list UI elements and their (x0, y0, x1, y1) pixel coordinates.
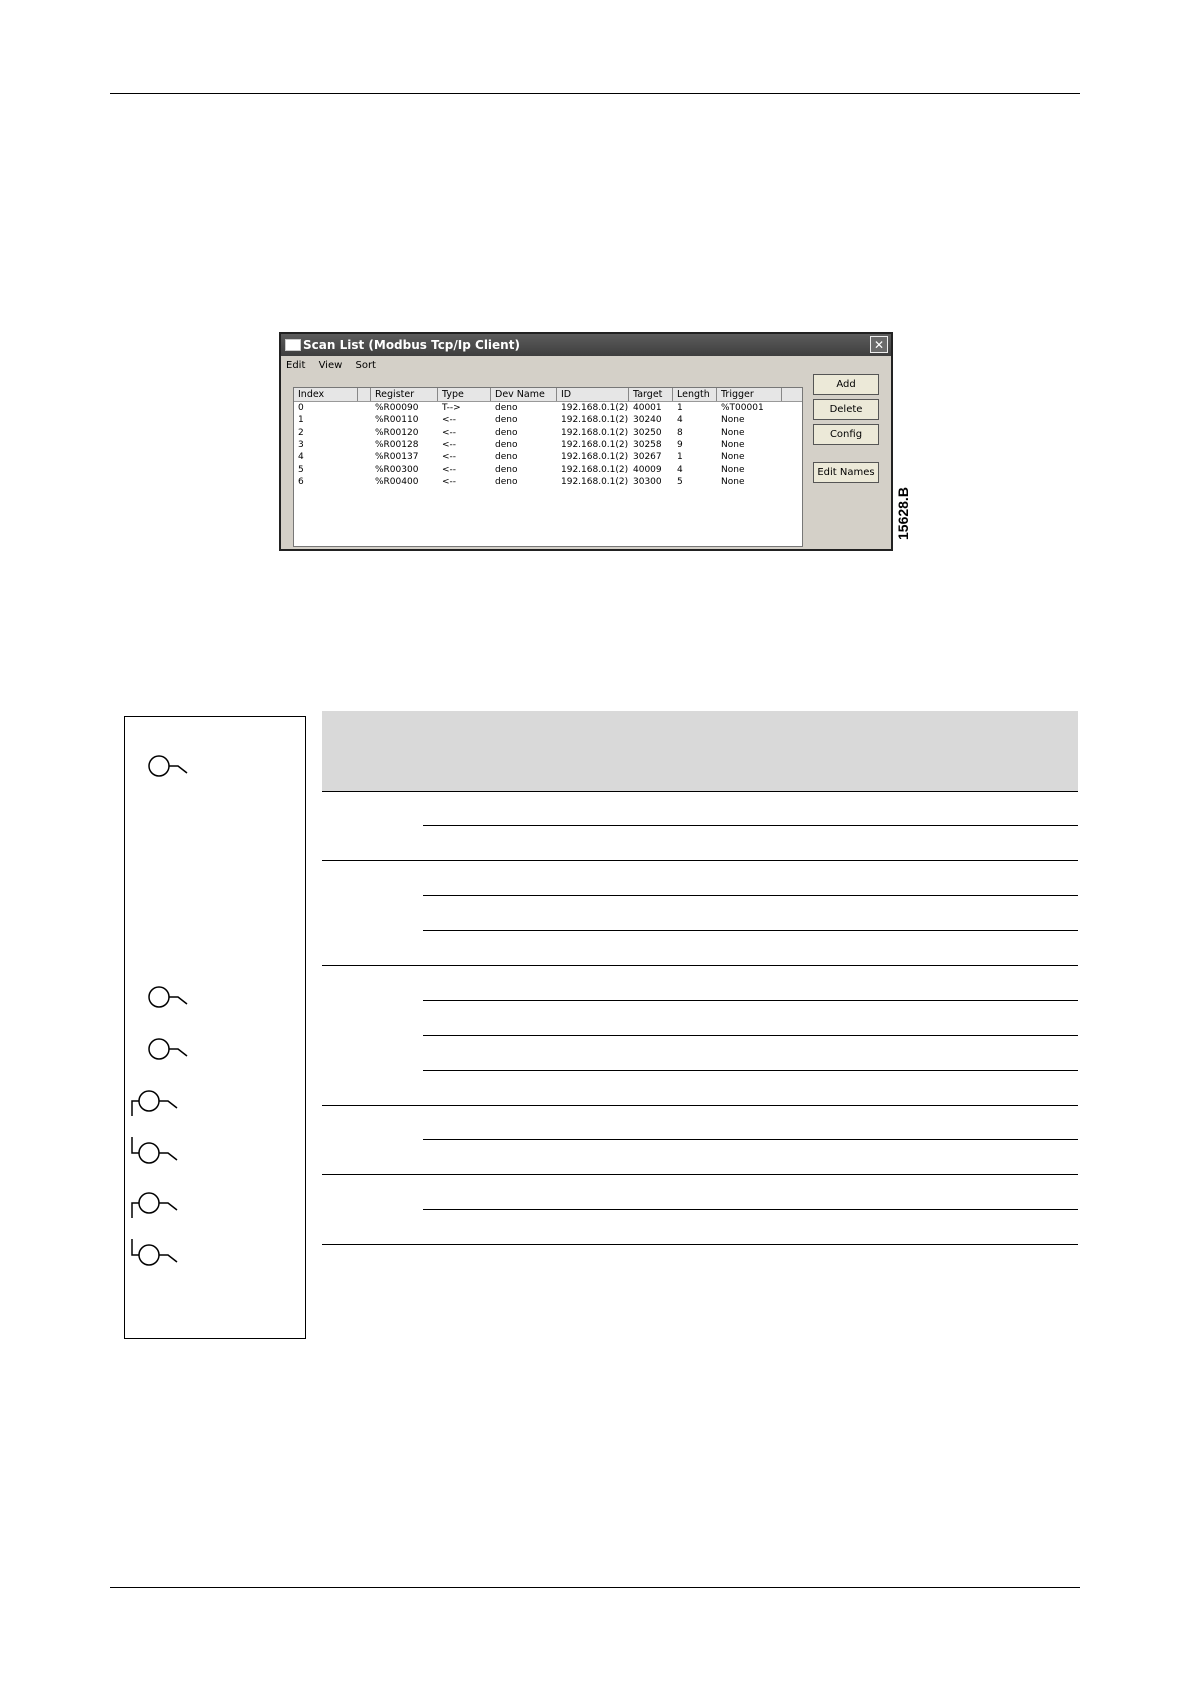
cell-register: %R00120 (375, 427, 419, 438)
config-button[interactable]: Config (813, 424, 879, 445)
cell-dev-name: deno (495, 452, 518, 463)
cell-type: <-- (442, 415, 457, 426)
table-header (294, 388, 802, 402)
table-rule (322, 791, 1078, 792)
column-index[interactable]: Index (294, 388, 358, 401)
cell-type: <-- (442, 439, 457, 450)
window-title: Scan List (Modbus Tcp/Ip Client) (303, 338, 520, 352)
table-rule (322, 1174, 1078, 1175)
falling-edge-contact-icon (129, 1134, 189, 1168)
cell-id: 192.168.0.1(2) (561, 439, 629, 450)
close-button[interactable]: ✕ (870, 336, 888, 353)
table-rule (423, 930, 1078, 931)
cell-trigger: None (721, 415, 745, 426)
cell-dev-name: deno (495, 415, 518, 426)
table-rule (423, 1000, 1078, 1001)
cell-type: <-- (442, 427, 457, 438)
column-id[interactable]: ID (557, 388, 629, 401)
cell-register: %R00110 (375, 415, 419, 426)
column-register[interactable]: Register (371, 388, 438, 401)
table-row[interactable] (294, 451, 802, 463)
top-rule (110, 93, 1080, 94)
cell-trigger: %T00001 (721, 403, 764, 413)
cell-dev-name: deno (495, 403, 518, 413)
table-rule (423, 1139, 1078, 1140)
table-row[interactable] (294, 476, 802, 488)
rising-edge-contact-icon (129, 1086, 189, 1120)
cell-id: 192.168.0.1(2) (561, 415, 629, 426)
cell-index: 2 (298, 427, 304, 438)
menu-bar (286, 360, 386, 371)
cell-length: 4 (677, 415, 683, 426)
cell-register: %R00090 (375, 403, 419, 413)
column-trigger[interactable]: Trigger (717, 388, 782, 401)
table-row[interactable] (294, 439, 802, 451)
table-rule (423, 1035, 1078, 1036)
cell-index: 1 (298, 415, 304, 426)
cell-type: <-- (442, 476, 457, 487)
scan-list-window (279, 332, 893, 551)
cell-target: 40001 (633, 403, 662, 413)
column-type[interactable]: Type (438, 388, 491, 401)
cell-dev-name: deno (495, 476, 518, 487)
table-rule (423, 1070, 1078, 1071)
menu-edit[interactable]: Edit (286, 360, 306, 371)
cell-target: 30250 (633, 427, 662, 438)
cell-id: 192.168.0.1(2) (561, 476, 629, 487)
table-row[interactable] (294, 427, 802, 439)
table-row[interactable] (294, 464, 802, 476)
delete-button[interactable]: Delete (813, 399, 879, 420)
menu-view[interactable]: View (318, 360, 343, 371)
cell-dev-name: deno (495, 464, 518, 475)
table-rule (322, 1244, 1078, 1245)
cell-id: 192.168.0.1(2) (561, 403, 629, 413)
cell-index: 3 (298, 439, 304, 450)
cell-id: 192.168.0.1(2) (561, 464, 629, 475)
cell-trigger: None (721, 427, 745, 438)
cell-trigger: None (721, 476, 745, 487)
cell-dev-name: deno (495, 439, 518, 450)
column-target[interactable]: Target (629, 388, 673, 401)
add-button[interactable]: Add (813, 374, 879, 395)
table-rule (423, 825, 1078, 826)
cell-type: <-- (442, 452, 457, 463)
table-rule (423, 1209, 1078, 1210)
window-icon (285, 339, 301, 351)
column-length[interactable]: Length (673, 388, 717, 401)
table-row[interactable] (294, 402, 802, 414)
cell-register: %R00400 (375, 476, 419, 487)
cell-trigger: None (721, 452, 745, 463)
table-rule (322, 965, 1078, 966)
column-dev-name[interactable]: Dev Name (491, 388, 557, 401)
no-contact-icon (137, 751, 197, 785)
cell-target: 30240 (633, 415, 662, 426)
cell-register: %R00300 (375, 464, 419, 475)
no-contact-icon (137, 1034, 197, 1068)
cell-length: 4 (677, 464, 683, 475)
menu-sort[interactable]: Sort (355, 360, 376, 371)
cell-register: %R00128 (375, 439, 419, 450)
cell-target: 30258 (633, 439, 662, 450)
table-row[interactable] (294, 414, 802, 426)
cell-length: 9 (677, 439, 683, 450)
cell-register: %R00137 (375, 452, 419, 463)
cell-dev-name: deno (495, 427, 518, 438)
cell-length: 8 (677, 427, 683, 438)
cell-index: 4 (298, 452, 304, 463)
table-rule (322, 1105, 1078, 1106)
column-spacer (358, 388, 371, 401)
rising-edge-contact-icon (129, 1188, 189, 1222)
no-contact-icon (137, 982, 197, 1016)
table-rule (322, 860, 1078, 861)
cell-index: 5 (298, 464, 304, 475)
cell-length: 1 (677, 452, 683, 463)
cell-index: 6 (298, 476, 304, 487)
cell-trigger: None (721, 439, 745, 450)
window-titlebar (281, 334, 891, 356)
cell-type: T--> (442, 403, 461, 413)
cell-target: 30300 (633, 476, 662, 487)
cell-length: 5 (677, 476, 683, 487)
table-rule (423, 895, 1078, 896)
cell-trigger: None (721, 464, 745, 475)
falling-edge-contact-icon (129, 1236, 189, 1270)
cell-index: 0 (298, 403, 304, 413)
cell-target: 30267 (633, 452, 662, 463)
table-header-band (322, 711, 1078, 791)
scan-list-table[interactable] (293, 387, 803, 547)
bottom-rule (110, 1587, 1080, 1588)
cell-type: <-- (442, 464, 457, 475)
cell-length: 1 (677, 403, 683, 413)
icon-panel (124, 716, 306, 1339)
figure-code: 15628.B (895, 487, 911, 540)
cell-id: 192.168.0.1(2) (561, 427, 629, 438)
cell-target: 40009 (633, 464, 662, 475)
cell-id: 192.168.0.1(2) (561, 452, 629, 463)
edit-names-button[interactable]: Edit Names (813, 462, 879, 483)
